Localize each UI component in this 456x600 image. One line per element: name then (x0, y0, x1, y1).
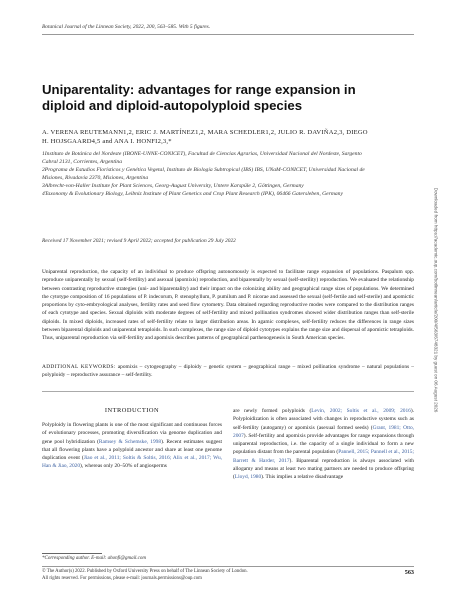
received-dates: Received 17 November 2021; revised 9 April 2022; accepted for publication 29 July 2022 (42, 238, 236, 244)
section-divider (42, 391, 414, 392)
intro-text: are newly formed polyploids ( (233, 408, 312, 414)
citation-link[interactable]: Ramsey & Schemske, 1998 (98, 438, 162, 445)
copyright-footer (42, 569, 414, 582)
corresponding-author: *Corresponding author. E-mail: ahonfi@gmail.com (42, 556, 146, 561)
introduction-paragraph (42, 421, 222, 471)
header-rule (42, 34, 414, 35)
intro-text: ), whereas only 20–50% of angiosperms (80, 463, 167, 470)
keywords-label: ADDITIONAL KEYWORDS: (42, 364, 116, 370)
intro-text: ). This implies a relative disadvantage (261, 474, 344, 481)
page-number: 563 (404, 569, 414, 576)
right-column (233, 407, 414, 482)
copyright-line: © The Author(s) 2022. Published by Oxford University Press on behalf of The Linnean Society of London. (42, 569, 248, 574)
keywords-list: apomixis – cytogeography – diploidy – genetic system – geographical range – mixed pollination syndrome – natural populations – polyploidy – reproductive assurance – self-fertility. (42, 364, 414, 379)
left-column (42, 407, 222, 471)
intro-text: ). Recent estimates suggest that all flowering plants have a polyploid ancestor and share at least one genome duplication event ( (42, 438, 223, 462)
citation-link[interactable]: Levin, 2002; Soltis et al., 2009; 2016 (311, 408, 411, 414)
affiliation-1: 1Instituto de Botánica del Nordeste (IBONE-UNNE-CONICET), Facultad de Ciencias Agrarias, Universidad Nacional del Nordeste, Sargento Cabral 2131, Corrientes, Argentina (42, 151, 362, 166)
intro-text: Polyploidy in flowering plants is one of the most significant and continuous forces of evolutionary processes, promoting diversification via genome duplication and gene pool hybridization ( (42, 422, 222, 445)
footnote-rule (42, 553, 102, 554)
introduction-paragraph-continued (233, 407, 414, 482)
permissions-line: All rights reserved. For permissions, please e-mail: journals.permissions@oup.com (42, 575, 202, 581)
affiliation-3: 3Albrecht-von-Haller Institute for Plant Sciences, Georg-August University, Untere Karspüle 2, Göttingen, Germany (42, 183, 304, 190)
citation-link[interactable]: Grant, 1981; Otto, 2007 (233, 424, 415, 439)
section-heading-introduction: INTRODUCTION (104, 407, 160, 414)
citation-link[interactable]: Pannell, 2015; Pannell et al., 2015; Barrett & Harder, 2017 (233, 449, 414, 464)
paper-title: Uniparentality: advantages for range expansion in diploid and diploid-autopolyploid species (42, 82, 356, 113)
affiliation-4: 4Taxonomy & Evolutionary Biology, Leibniz Institute of Plant Genetics and Crop Plant Research (IPK), 06466 Gatersleben, Germany (42, 191, 343, 198)
intro-text: ). Self-fertility and apomixis provide advantages for range expansions through uniparental reproduction, i.e. the capacity of a single individual to form a new population distant from the parental population ( (233, 432, 414, 456)
journal-header: Botanical Journal of the Linnean Society, 2022, 200, 563–585. With 5 figures. (42, 24, 211, 30)
footer-rule (42, 566, 414, 567)
intro-text: ). Polyploidization is often associated with changes in reproductive systems such as self-fertility (autogamy) or apomixis (asexual formed seeds) ( (233, 408, 415, 431)
author-list: A. VERENA REUTEMANN1,2, ERIC J. MARTÍNEZ1,2, MARA SCHEDLER1,2, JULIO R. DAVIÑA2,3, DIEGO H. HOJSGAARD4,5 and ANA I. HONFI2,3,* (42, 129, 368, 145)
intro-text: ). Biparental reproduction is always associated with allogamy and means at least two mating partners are needed to produce offspring ( (233, 457, 414, 481)
citation-link[interactable]: Lloyd, 1980 (234, 474, 262, 481)
affiliations (42, 150, 372, 199)
keywords (42, 363, 414, 380)
citation-link[interactable]: Jiao et al., 2011; Soltis & Soltis, 2016; Alix et al., 2017; Wu, Han & Jiao, 2020 (42, 455, 223, 470)
abstract: Uniparental reproduction, the capacity of an individual to produce offspring autonomously is expected to facilitate range expansion of populations. Paspalum spp. reproduce uniparentally by sexual (self-fertility) and asexual (apomixis) reproduction, and biparentally by sexual (self-sterility) reproduction. We evaluated the relationship between contrasting reproductive strategies (uni- and biparentality) and their impact on the colonizing ability and geographical range sizes of populations. We determined the cytotype composition of 16 populations of P. indecorum, P. stenophyllum, P. pumilum and P. nicorae and assessed the sexual (self-fertile and self-sterile) and apomictic proportions by cyto-embryological analyses, fertility rates and seed flow cytometry. Data obtained regarding reproductive modes were compared to the distribution ranges of each cytotype and species. Sexual diploids with moderate degrees of self-fertility and mixed pollination syndromes showed wider distribution ranges than self-sterile diploids. In mixed diploids, increased rates of self-fertility relate to larger distribution areas. In agamic complexes, self-fertility reduces the differences in range sizes between biparental diploids and uniparental tetraploids. In such complexes, the range size of diploid cytotypes explains the range size and dispersal of apomictic tetraploids. Thus, uniparental reproduction via self-fertility and apomixis describes patterns of geographical parthenogenesis in South American species. (42, 269, 414, 342)
download-watermark-text: Downloaded from https://academic.oup.com/botlinnean/article/200/4/563/6748321 by guest on 06 August 2026 (433, 187, 439, 413)
affiliation-2: 2Programa de Estudios Florísticos y Genética Vegetal, Instituto de Biología Subtropical (IBS) IBS, UNaM-CONICET, Universidad Nacional de Misiones, Rivadavia 2370, Misiones, Argentina (42, 167, 365, 182)
